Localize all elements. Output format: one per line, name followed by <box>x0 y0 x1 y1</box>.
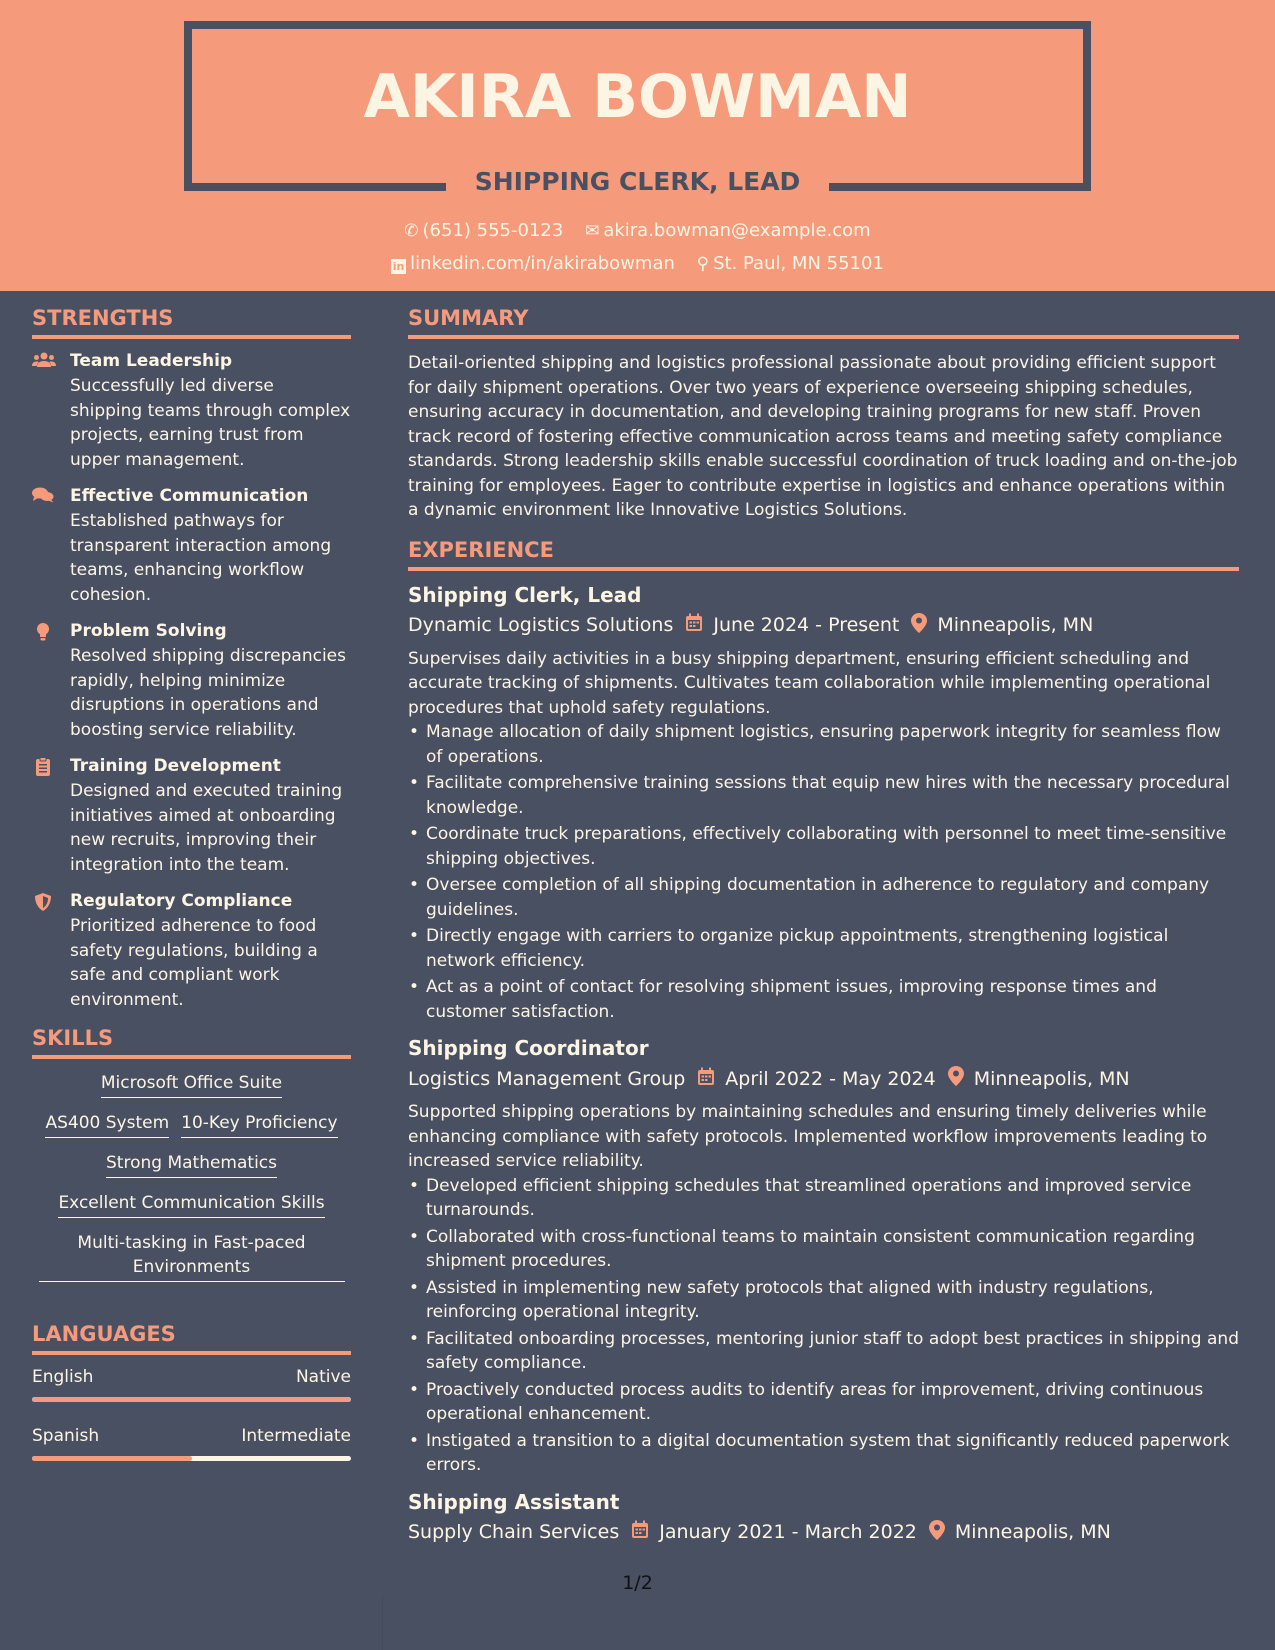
location-contact <box>697 253 884 274</box>
job-entry <box>408 583 1239 1025</box>
language-name: English <box>32 1367 94 1387</box>
strength-item <box>32 351 351 472</box>
skill-tag: Multi-tasking in Fast-paced Environments <box>39 1231 345 1282</box>
bullet-item: • Directly engage with carriers to organize pickup appointments, strengthening logistical network efficiency. <box>408 924 1239 973</box>
job-location: Minneapolis, MN <box>937 614 1094 636</box>
bullet-item: • Developed efficient shipping schedules that streamlined operations and improved service turnarounds. <box>408 1174 1239 1223</box>
job-dates: April 2022 - May 2024 <box>725 1067 936 1090</box>
bullet-item: • Facilitated onboarding processes, mentoring junior staff to adopt best practices in shipping and safety compliance. <box>408 1327 1239 1376</box>
language-bar <box>32 1397 351 1402</box>
job-dates: June 2024 - Present <box>713 614 900 636</box>
language-bar <box>32 1456 351 1461</box>
language-item <box>32 1426 351 1461</box>
strength-desc: Prioritized adherence to food safety regulations, building a safe and compliant work environment. <box>70 916 318 1010</box>
left-column <box>32 306 351 1485</box>
strength-item <box>32 486 351 607</box>
users-icon <box>32 351 70 472</box>
company-name: Supply Chain Services <box>408 1521 620 1543</box>
bullet-item: • Assisted in implementing new safety protocols that aligned with industry regulations, reinforcing operational integrity. <box>408 1276 1239 1325</box>
job-entry <box>408 1036 1239 1478</box>
language-bar-fill <box>32 1456 192 1461</box>
skills-list <box>32 1071 351 1282</box>
company-name: Logistics Management Group <box>408 1067 686 1090</box>
calendar-icon <box>685 613 703 637</box>
job-meta <box>408 613 1239 638</box>
bullet-item: • Instigated a transition to a digital documentation system that significantly reduced paperwork errors. <box>408 1429 1239 1478</box>
email-text: akira.bowman@example.com <box>603 220 871 241</box>
job-title: Shipping Clerk, Lead <box>408 582 642 607</box>
job-title: Shipping Assistant <box>408 1489 620 1514</box>
experience-list <box>408 583 1239 1545</box>
map-pin-icon <box>948 1066 964 1091</box>
job-bullets <box>408 720 1239 1024</box>
job-title-heading: SHIPPING CLERK, LEAD <box>474 167 801 196</box>
strength-title: Regulatory Compliance <box>70 891 293 911</box>
strengths-heading: STRENGTHS <box>32 306 351 339</box>
language-item <box>32 1367 351 1402</box>
language-bar-fill <box>32 1397 351 1402</box>
candidate-name: AKIRA BOWMAN <box>363 62 912 132</box>
strength-desc: Established pathways for transparent interaction among teams, enhancing workflow cohesion. <box>70 511 332 605</box>
languages-heading: LANGUAGES <box>32 1322 351 1355</box>
strength-item <box>32 756 351 877</box>
phone-text: (651) 555-0123 <box>422 220 564 241</box>
job-location: Minneapolis, MN <box>954 1521 1111 1543</box>
strength-title: Team Leadership <box>70 351 233 371</box>
job-description: Supervises daily activities in a busy shipping department, ensuring efficient scheduling and accurate tracking of shipments. Cultivates team collaboration while implementing operational procedures that uphold safety regulations. <box>408 648 1211 718</box>
linkedin-text: linkedin.com/in/akirabowman <box>410 253 675 274</box>
strength-desc: Designed and executed training initiatives aimed at onboarding new recruits, improving their integration into the team. <box>70 781 343 875</box>
strength-title: Problem Solving <box>70 621 227 641</box>
page-number: 1/2 <box>622 1572 653 1594</box>
phone-icon: ✆ <box>404 221 419 241</box>
contact-row-1 <box>0 220 1275 241</box>
right-column <box>408 306 1239 1557</box>
bullet-item: • Oversee completion of all shipping documentation in adherence to regulatory and company guidelines. <box>408 873 1239 922</box>
language-name: Spanish <box>32 1426 100 1446</box>
lightbulb-icon <box>32 621 70 742</box>
job-description: Supported shipping operations by maintaining schedules and ensuring timely deliveries while enhancing compliance with safety protocols. Implemented workflow improvements leading to increased service reliability. <box>408 1102 1208 1171</box>
summary-text: Detail-oriented shipping and logistics professional passionate about providing efficient support for daily shipment operations. Over two years of experience overseeing shipping schedules, ensuring accuracy in documentation, and developing training programs for new staff. Proven track record of fostering effective communication across teams and meeting safety compliance standards. Strong leadership skills enable successful coordination of truck loading and on-the-job training for employees. Eager to contribute expertise in logistics and enhance operations within a dynamic environment like Innovative Logistics Solutions. <box>408 353 1238 520</box>
job-meta <box>408 1520 1239 1545</box>
column-divider <box>382 1596 383 1650</box>
strength-item <box>32 891 351 1012</box>
strength-desc: Resolved shipping discrepancies rapidly, helping minimize disruptions in operations and boosting service reliability. <box>70 646 346 740</box>
contact-row-2 <box>0 253 1275 274</box>
job-title: Shipping Coordinator <box>408 1036 649 1060</box>
location-text: St. Paul, MN 55101 <box>713 253 884 274</box>
bullet-item: • Act as a point of contact for resolving shipment issues, improving response times and customer satisfaction. <box>408 975 1239 1024</box>
skills-heading: SKILLS <box>32 1026 351 1059</box>
bullet-item: • Facilitate comprehensive training sessions that equip new hires with the necessary procedural knowledge. <box>408 771 1239 820</box>
skill-tag: AS400 System <box>45 1111 169 1138</box>
map-pin-icon <box>929 1520 945 1545</box>
experience-heading: EXPERIENCE <box>408 538 1239 571</box>
bullet-item: • Collaborated with cross-functional teams to maintain consistent communication regarding shipment procedures. <box>408 1225 1239 1274</box>
language-level: Intermediate <box>241 1426 351 1446</box>
job-meta <box>408 1066 1239 1091</box>
job-bullets <box>408 1174 1239 1478</box>
map-pin-icon: ⚲ <box>696 254 710 274</box>
skill-tag: Strong Mathematics <box>106 1151 277 1178</box>
shield-icon <box>32 891 70 1012</box>
linkedin-contact[interactable] <box>391 253 675 274</box>
email-icon: ✉ <box>585 221 600 241</box>
strength-desc: Successfully led diverse shipping teams through complex projects, earning trust from upper management. <box>70 376 351 470</box>
summary-heading: SUMMARY <box>408 306 1239 339</box>
strength-title: Effective Communication <box>70 486 309 506</box>
skill-tag: Excellent Communication Skills <box>58 1191 324 1218</box>
phone-contact[interactable] <box>404 220 563 241</box>
calendar-icon <box>697 1067 715 1091</box>
job-dates: January 2021 - March 2022 <box>659 1521 917 1543</box>
company-name: Dynamic Logistics Solutions <box>408 614 674 636</box>
skill-tag: Microsoft Office Suite <box>101 1071 282 1098</box>
linkedin-icon: in <box>392 260 405 273</box>
strength-item <box>32 621 351 742</box>
clipboard-icon <box>32 756 70 877</box>
map-pin-icon <box>911 613 927 638</box>
bullet-item: • Proactively conducted process audits to identify areas for improvement, driving continuous operational enhancement. <box>408 1378 1239 1427</box>
job-location: Minneapolis, MN <box>973 1067 1130 1090</box>
skill-tag: 10-Key Proficiency <box>181 1111 337 1138</box>
bullet-item: • Coordinate truck preparations, effectively collaborating with personnel to meet time-sensitive shipping objectives. <box>408 822 1239 871</box>
email-contact[interactable] <box>585 220 871 241</box>
job-entry <box>408 1490 1239 1545</box>
calendar-icon <box>631 1520 649 1544</box>
language-level: Native <box>295 1367 351 1387</box>
bullet-item: • Manage allocation of daily shipment logistics, ensuring paperwork integrity for seamless flow of operations. <box>408 720 1239 769</box>
strength-title: Training Development <box>70 756 281 776</box>
comments-icon <box>32 486 70 607</box>
